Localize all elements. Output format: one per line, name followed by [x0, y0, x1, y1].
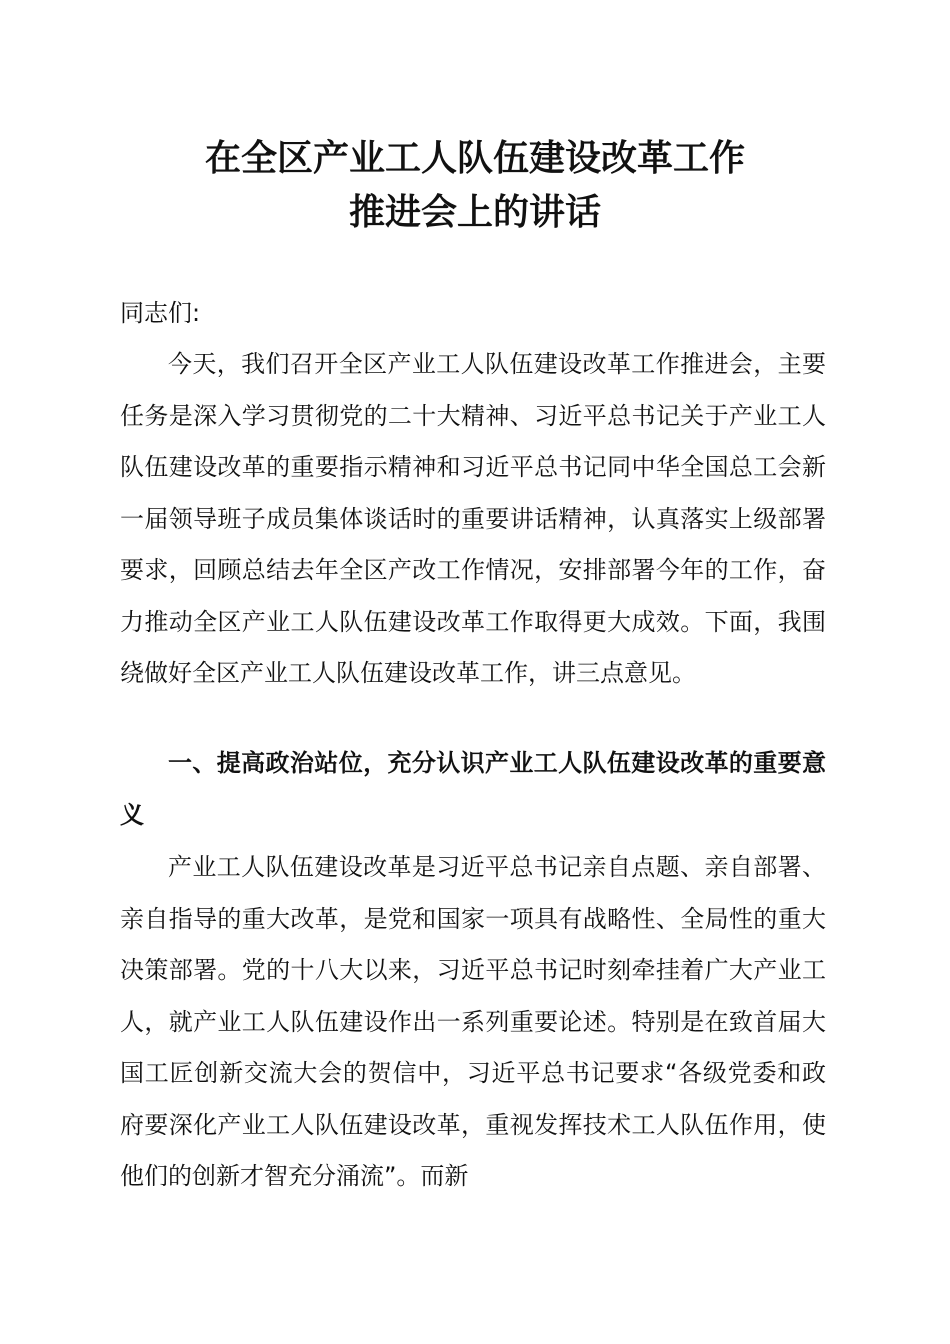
document-title-line-1: 在全区产业工人队伍建设改革工作: [204, 137, 745, 179]
document-title-line-2: 推进会上的讲话: [348, 191, 601, 233]
paragraph-intro: 今天，我们召开全区产业工人队伍建设改革工作推进会，主要任务是深入学习贯彻党的二十大精神、习近平总书记关于产业工人队伍建设改革的重要指示精神和习近平总书记同中华全国总工会新一届领导班子成员集体谈话时的重要讲话精神，认真落实上级部署要求，回顾总结去年全区产改工作情况，安排部署今年的工作，奋力推动全区产业工人队伍建设改革工作取得更大成效。下面，我围绕做好全区产业工人队伍建设改革工作，讲三点意见。: [120, 350, 826, 687]
salutation: 同志们:: [120, 299, 201, 327]
section-heading-1: 一、提高政治站位，充分认识产业工人队伍建设改革的重要意义: [120, 749, 826, 829]
paragraph-section-1: 产业工人队伍建设改革是习近平总书记亲自点题、亲自部署、亲自指导的重大改革，是党和国家一项具有战略性、全局性的重大决策部署。党的十八大以来，习近平总书记时刻牵挂着广大产业工人，就产业工人队伍建设作出一系列重要论述。特别是在致首届大国工匠创新交流大会的贺信中，习近平总书记要求“各级党委和政府要深化产业工人队伍建设改革，重视发挥技术工人队伍作用，使他们的创新才智充分涌流”。而新: [120, 853, 826, 1190]
